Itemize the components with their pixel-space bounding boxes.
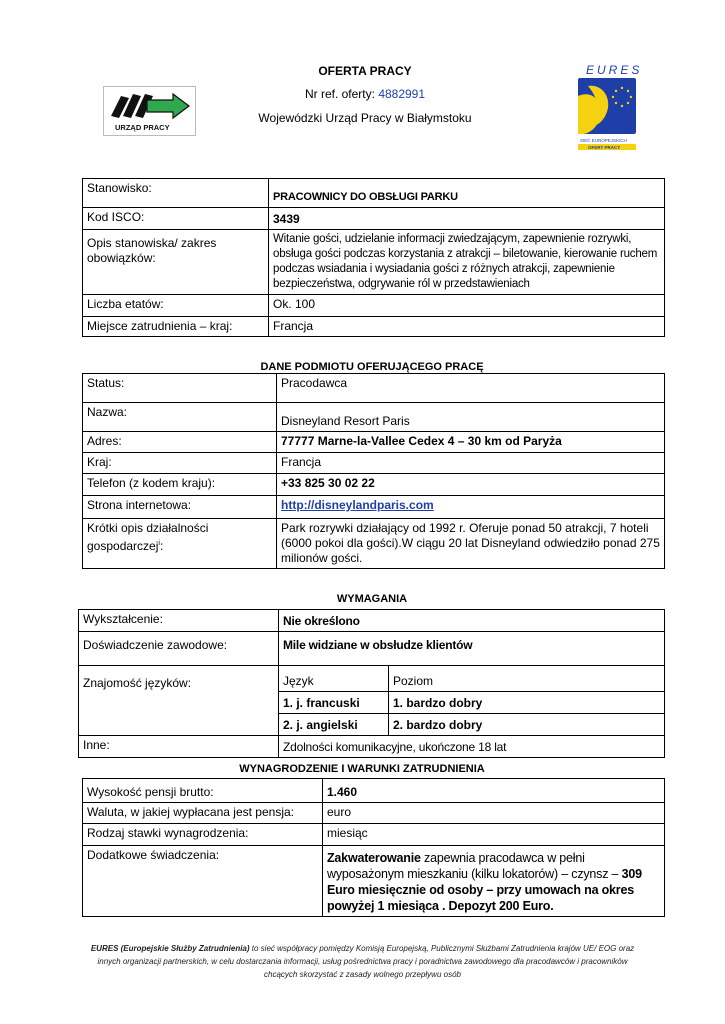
- table-row: [83, 779, 665, 803]
- offer-reference: [200, 87, 530, 101]
- languages-label: Znajomość języków:: [79, 666, 279, 736]
- table-row: [83, 846, 665, 917]
- count-label: Liczba etatów:: [83, 295, 269, 317]
- activity-value: Park rozrywki działający od 1992 r. Oferuje ponad 50 atrakcji, 7 hoteli (6000 pokoi dla gości).W ciągu 20 lat Disneyland odwiedziło ponad 275 milionów gości.: [277, 519, 665, 569]
- table-row: [83, 519, 665, 569]
- country-label: Kraj:: [83, 453, 277, 474]
- ref-label: Nr ref. oferty:: [304, 87, 375, 101]
- table-row: [83, 179, 665, 208]
- website-label: Strona internetowa:: [83, 496, 277, 519]
- benefits-label: Dodatkowe świadczenia:: [83, 846, 323, 917]
- rate-label: Rodzaj stawki wynagrodzenia:: [83, 824, 323, 846]
- phone-value: +33 825 30 02 22: [277, 474, 665, 496]
- experience-label: Doświadczenie zawodowe:: [79, 632, 279, 666]
- table-row: [79, 632, 665, 666]
- name-value: Disneyland Resort Paris: [277, 403, 665, 432]
- footer-note: EURES (Europejskie Służby Zatrudnienia) to sieć współpracy pomiędzy Komisją Europejską, Publicznymi Służbami Zatrudnienia krajów UE/ EOG oraz innych organizacji partnerskich, w celu dostarczania informacji, usług pośrednictwa pracy i poradnictwa zawodowego dla pracodawców i pracowników chcących skorzystać z zasady wolnego przepływu osób: [90, 944, 635, 979]
- status-label: Status:: [83, 374, 277, 403]
- website-link[interactable]: http://disneylandparis.com: [281, 498, 434, 512]
- website-cell: [277, 496, 665, 519]
- eures-logo-text: EURES: [586, 63, 643, 77]
- position-label: Stanowisko:: [83, 179, 269, 208]
- description-label: Opis stanowiska/ zakres obowiązków:: [83, 230, 269, 295]
- urzad-pracy-logo: [103, 86, 196, 136]
- education-label: Wykształcenie:: [79, 610, 279, 632]
- currency-value: euro: [323, 803, 665, 824]
- table-row: [83, 453, 665, 474]
- gross-value: 1.460: [323, 779, 665, 803]
- language-2: 2. j. angielski: [279, 714, 389, 736]
- employer-table: [82, 373, 665, 569]
- eures-logo: [570, 60, 644, 152]
- isco-value: 3439: [269, 208, 665, 230]
- lang-col-header: Język: [279, 666, 389, 692]
- place-value: Francja: [269, 317, 665, 337]
- table-row: [83, 317, 665, 337]
- table-row: [83, 432, 665, 453]
- ref-number: 4882991: [378, 87, 426, 101]
- offer-title: OFERTA PRACY: [318, 64, 412, 78]
- table-row: [83, 208, 665, 230]
- level-col-header: Poziom: [389, 666, 665, 692]
- urzad-pracy-logo-text: URZĄD PRACY: [115, 123, 170, 132]
- country-value: Francja: [277, 453, 665, 474]
- education-value: Nie określono: [279, 610, 665, 632]
- activity-label: Krótki opis działalności gospodarczej$^i$:: [83, 519, 277, 569]
- place-label: Miejsce zatrudnienia – kraj:: [83, 317, 269, 337]
- other-label: Inne:: [79, 736, 279, 758]
- table-row: [83, 403, 665, 432]
- table-row: [83, 374, 665, 403]
- requirements-section-title: WYMAGANIA: [336, 593, 408, 605]
- table-row: [83, 230, 665, 295]
- count-value: Ok. 100: [269, 295, 665, 317]
- table-row: [83, 295, 665, 317]
- position-value: PRACOWNICY DO OBSŁUGI PARKU: [269, 179, 665, 208]
- employer-section-title: DANE PODMIOTU OFERUJĄCEGO PRACĘ: [260, 361, 484, 373]
- name-label: Nazwa:: [83, 403, 277, 432]
- office-name: Wojewódzki Urząd Pracy w Białymstoku: [258, 111, 472, 125]
- salary-section-title: WYNAGRODZENIE I WARUNKI ZATRUDNIENIA: [239, 763, 485, 775]
- status-value: Pracodawca: [277, 374, 665, 403]
- level-2: 2. bardzo dobry: [389, 714, 665, 736]
- table-row: [83, 474, 665, 496]
- job-table: [82, 178, 665, 337]
- table-row: [79, 610, 665, 632]
- other-value: Zdolności komunikacyjne, ukończone 18 lat: [279, 736, 665, 758]
- experience-value: Mile widziane w obsłudze klientów: [279, 632, 665, 666]
- currency-label: Waluta, w jakiej wypłacana jest pensja:: [83, 803, 323, 824]
- table-row: [83, 824, 665, 846]
- eures-caption-1: SIEĆ EUROPEJSKICH: [580, 138, 627, 143]
- table-row: [83, 496, 665, 519]
- address-label: Adres:: [83, 432, 277, 453]
- level-1: 1. bardzo dobry: [389, 692, 665, 714]
- rate-value: miesiąc: [323, 824, 665, 846]
- table-row: [83, 803, 665, 824]
- eures-caption-2: OFERT PRACY: [588, 145, 621, 150]
- isco-label: Kod ISCO:: [83, 208, 269, 230]
- benefits-value: Zakwaterowanie zapewnia pracodawca w pełni wyposażonym mieszkaniu (kilku lokatorów) – czynsz – 309 Euro miesięcznie od osoby – przy umowach na okres powyżej 1 miesiąca . Depozyt 200 Euro.: [323, 846, 665, 917]
- requirements-table: [78, 609, 665, 758]
- description-value: Witanie gości, udzielanie informacji zwiedzającym, zapewnienie rozrywki, obsługa gości podczas korzystania z atrakcji – biletowanie, kierowanie ruchem podczas wsiadania i wysiadania gości z różnych atrakcji, zapewnienie bezpieczeństwa, odgrywanie ról w przedstawieniach: [269, 230, 665, 295]
- phone-label: Telefon (z kodem kraju):: [83, 474, 277, 496]
- table-row: [79, 736, 665, 758]
- language-1: 1. j. francuski: [279, 692, 389, 714]
- salary-table: [82, 778, 665, 917]
- address-value: 77777 Marne-la-Vallee Cedex 4 – 30 km od Paryża: [277, 432, 665, 453]
- table-row: [79, 666, 665, 692]
- gross-label: Wysokość pensji brutto:: [83, 779, 323, 803]
